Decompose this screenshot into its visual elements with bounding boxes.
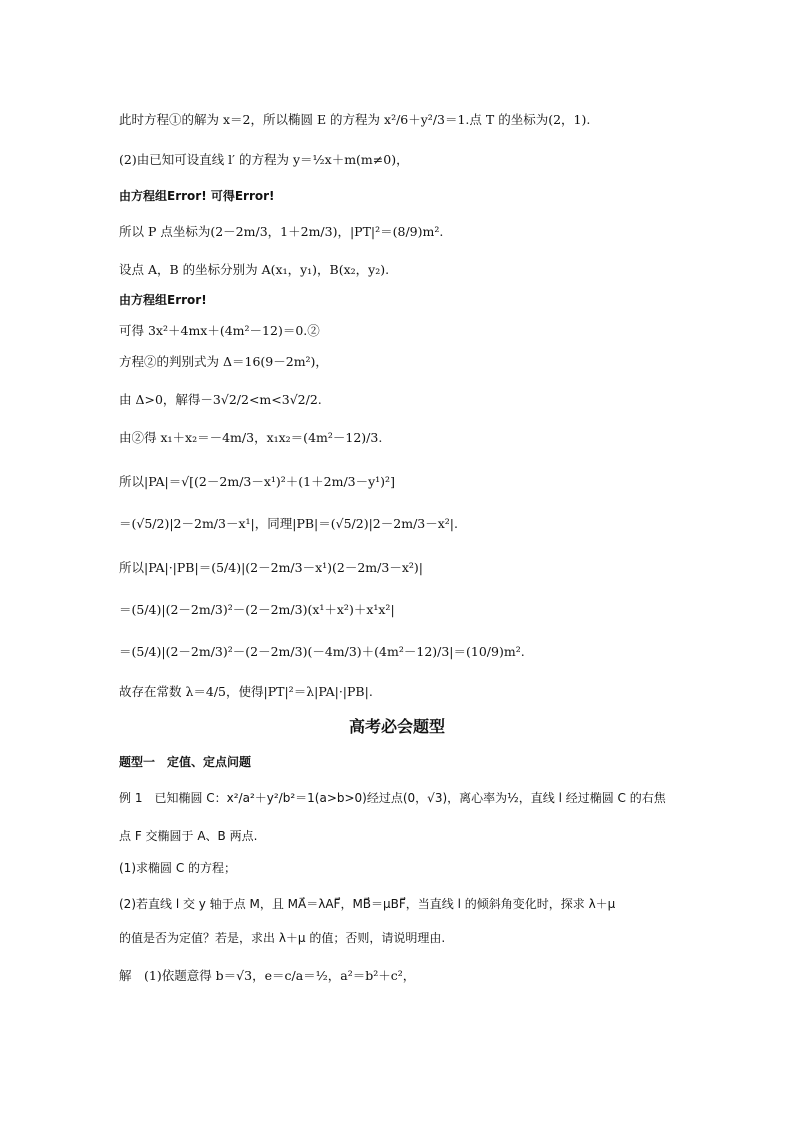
solution-line: 可得 3x²＋4mx＋(4m²－12)＝0.② <box>119 323 320 338</box>
solution-line: 由方程组Error! 可得Error! <box>119 189 275 203</box>
solution-line: 所以|PA|＝√[(2－2m/3－x¹)²＋(1＋2m/3－y¹)²] <box>119 474 395 489</box>
solution-line: 由方程组Error! <box>119 293 207 307</box>
example-line: 例 1 已知椭圆 C：x²/a²＋y²/b²＝1(a>b>0)经过点(0，√3)，离心率为½，直线 l 经过椭圆 C 的右焦 <box>119 791 666 805</box>
example-part-2-cont: 的值是否为定值？若是，求出 λ＋μ 的值；否则，请说明理由. <box>119 931 446 945</box>
solution-line: 方程②的判别式为 Δ＝16(9－2m²)， <box>119 354 328 369</box>
solution-line: (2)由已知可设直线 l′ 的方程为 y＝½x＋m(m≠0)， <box>119 152 409 167</box>
solution-line: ＝(√5/2)|2－2m/3－x¹|，同理|PB|＝(√5/2)|2－2m/3－x²|. <box>119 516 458 531</box>
solution-line: 所以 P 点坐标为(2－2m/3，1＋2m/3)，|PT|²＝(8/9)m². <box>119 224 444 239</box>
solution-start: 解 (1)依题意得 b＝√3，e＝c/a＝½，a²＝b²＋c²， <box>119 968 416 983</box>
solution-line: ＝(5/4)|(2－2m/3)²－(2－2m/3)(－4m/3)＋(4m²－12)/3|＝(10/9)m². <box>119 644 525 659</box>
section-heading: 高考必会题型 <box>348 717 445 736</box>
solution-line: ＝(5/4)|(2－2m/3)²－(2－2m/3)(x¹＋x²)＋x¹x²| <box>119 602 395 617</box>
solution-line: 由②得 x₁＋x₂＝－4m/3，x₁x₂＝(4m²－12)/3. <box>119 430 383 445</box>
example-line: 点 F 交椭圆于 A、B 两点. <box>119 829 258 843</box>
solution-line: 设点 A，B 的坐标分别为 A(x₁，y₁)，B(x₂，y₂). <box>119 262 390 277</box>
solution-line: 由 Δ>0，解得－3√2/2<m<3√2/2. <box>119 392 322 407</box>
question-type-label: 题型一 定值、定点问题 <box>119 755 252 769</box>
example-part-2: (2)若直线 l 交 y 轴于点 M，且 MA⃗＝λAF⃗，MB⃗＝μBF⃗，当直线 l 的倾斜角变化时，探求 λ＋μ <box>119 897 616 911</box>
solution-line: 故存在常数 λ＝4/5，使得|PT|²＝λ|PA|·|PB|. <box>119 684 373 699</box>
solution-line: 此时方程①的解为 x＝2，所以椭圆 E 的方程为 x²/6＋y²/3＝1.点 T 的坐标为(2，1). <box>119 112 591 127</box>
solution-line: 所以|PA|·|PB|＝(5/4)|(2－2m/3－x¹)(2－2m/3－x²)| <box>119 560 423 575</box>
example-part-1: (1)求椭圆 C 的方程； <box>119 861 237 875</box>
